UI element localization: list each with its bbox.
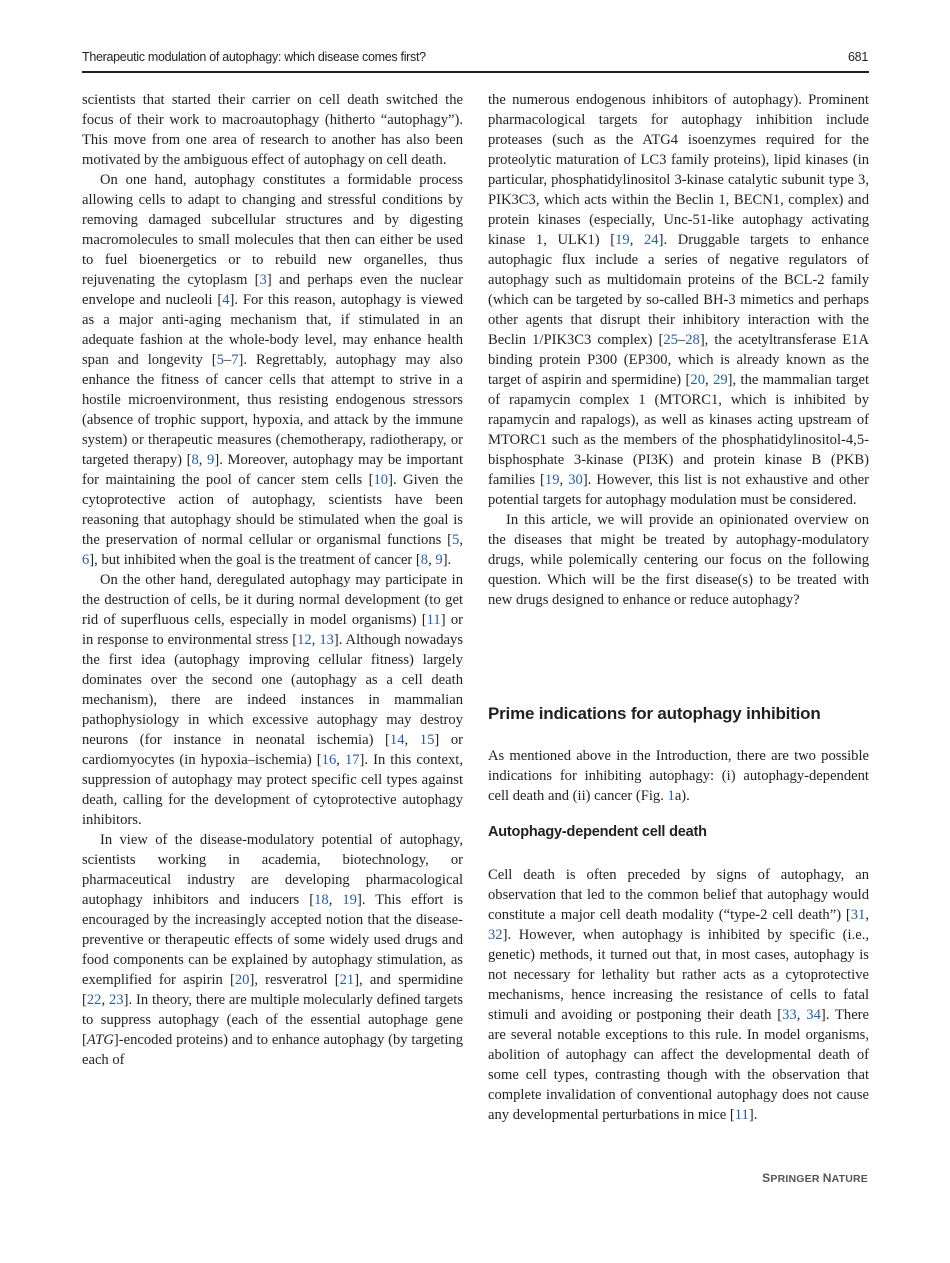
citation-link[interactable]: 29 [713, 372, 728, 388]
citation-link[interactable]: 25 [663, 332, 678, 348]
citation-link[interactable]: 19 [544, 472, 560, 488]
citation-link[interactable]: 30 [568, 472, 583, 488]
citation-link[interactable]: 31 [850, 907, 866, 923]
citation-link[interactable]: 18 [314, 892, 329, 908]
citation-link[interactable]: 12 [297, 632, 312, 648]
paragraph: In this article, we will provide an opinionated overview on the diseases that might be treated by autophagy-modulatory drugs, while polemically centering our focus on the following question. Which will be the first disease(s) to be treated with new drugs designed to enhance or reduce autophagy? [488, 512, 869, 608]
paragraph: Cell death is often preceded by signs of autophagy, an observation that led to the common belief that autophagy would constitute a major cell death modality (“type-2 cell death”) [31, 32]. However, when autophagy is inhibited by specific (i.e., genetic) methods, it turned out that, in most cases, autophagy is not necessary for lethality but rather acts as a cytoprotective mechanisms, hence increasing the resistance of cells to fatal stimuli and avoiding or postponing their death [33, 34]. There are several notable exceptions to this rule. In model organisms, abolition of autophagy can affect the developmental death of some cell types, contrasting though with the observation that complete invalidation of conventional autophagy does not cause any developmental perturbations in mice [11]. [488, 867, 870, 1123]
citation-link[interactable]: 20 [690, 372, 706, 388]
citation-link[interactable]: 8 [420, 552, 429, 568]
section-heading: Prime indications for autophagy inhibition [488, 704, 821, 723]
subsection-heading: Autophagy-dependent cell death [488, 824, 707, 840]
paragraph: scientists that started their carrier on cell death switched the focus of their work to macroautophagy (hitherto “autophagy”). This move from one area of research to another has also been motivated by the ambiguous effect of autophagy on cell death. [82, 92, 463, 168]
citation-link[interactable]: 9 [435, 552, 443, 568]
citation-link[interactable]: 24 [644, 232, 659, 248]
citation-link[interactable]: 19 [342, 892, 357, 908]
citation-link[interactable]: 5 [216, 352, 224, 368]
citation-link[interactable]: 15 [419, 732, 435, 748]
citation-link[interactable]: 11 [734, 1107, 749, 1123]
citation-link[interactable]: 13 [319, 632, 334, 648]
citation-link[interactable]: 28 [685, 332, 700, 348]
citation-link[interactable]: 5 [452, 532, 460, 548]
citation-link[interactable]: 6 [82, 552, 90, 568]
citation-link[interactable]: 3 [259, 272, 267, 288]
citation-link[interactable]: 33 [782, 1007, 797, 1023]
figure-link[interactable]: 1 [667, 788, 675, 804]
header-rule [82, 71, 869, 73]
left-column [82, 90, 463, 1070]
running-title: Therapeutic modulation of autophagy: which disease comes first? [82, 50, 426, 64]
section-body [488, 746, 869, 806]
citation-link[interactable]: 4 [222, 292, 230, 308]
citation-link[interactable]: 9 [207, 452, 215, 468]
citation-link[interactable]: 23 [109, 992, 124, 1008]
citation-link[interactable]: 17 [344, 752, 360, 768]
citation-link[interactable]: 16 [321, 752, 337, 768]
citation-link[interactable]: 19 [615, 232, 630, 248]
citation-link[interactable]: 14 [389, 732, 405, 748]
paragraph: On the other hand, deregulated autophagy may participate in the destruction of cells, be it during normal development (to get rid of superfluous cells, especially in model organisms) [11] or in response to environmental stress [12, 13]. Although nowadays the first idea (autophagy improving cellular fitness) largely dominates over the second one (autophagy as a cell death mechanism), there are indeed instances in mammalian pathophysiology in which excessive autophagy may destroy neurons (for instance in neonatal ischemia) [14, 15] or cardiomyocytes (in hypoxia–ischemia) [16, 17]. In this context, suppression of autophagy may protect specific cell types against death, calling for the development of cytoprotective autophagy inhibitors. [82, 572, 464, 828]
citation-link[interactable]: 8 [191, 452, 199, 468]
citation-link[interactable]: 34 [806, 1007, 821, 1023]
citation-link[interactable]: 22 [86, 992, 102, 1008]
page-number: 681 [848, 50, 868, 64]
springer-nature-logo: SPRINGER NATURE [762, 1171, 868, 1185]
citation-link[interactable]: 32 [488, 927, 503, 943]
citation-link[interactable]: 21 [339, 972, 355, 988]
citation-link[interactable]: 10 [373, 472, 389, 488]
right-column [488, 90, 869, 610]
paragraph: On one hand, autophagy constitutes a formidable process allowing cells to adapt to changing and stressful conditions by removing damaged subcellular structures and by digesting macromolecules to small molecules that then can either be used to fuel bioenergetics or to rebuild new organelles, thus rejuvenating the cytoplasm [3] and perhaps even the nuclear envelope and nucleoli [4]. For this reason, autophagy is viewed as a major anti-aging mechanism that, if stimulated in an adequate fashion at the whole-body level, may enhance health span and longevity [5–7]. Regrettably, autophagy may also enhance the fitness of cancer cells that attempt to strive in a hostile microenvironment, thus resisting endogenous stressors (absence of trophic support, hypoxia, and attack by the immune system) or therapeutic measures (chemotherapy, radiotherapy, or targeted therapy) [8, 9]. Moreover, autophagy may be important for maintaining the pool of cancer stem cells [10]. Given the cytoprotective action of autophagy, scientists have been reasoning that autophagy should be stimulated when the goal is the preservation of normal cellular or organismal functions [5, 6], but inhibited when the goal is the treatment of cancer [8, 9]. [82, 172, 464, 568]
paragraph: As mentioned above in the Introduction, there are two possible indications for inhibiting autophagy: (i) autophagy-dependent cell death and (ii) cancer (Fig. 1a). [488, 748, 869, 804]
paragraph: In view of the disease-modulatory potential of autophagy, scientists working in academia, biotechnology, or pharmaceutical industry are developing pharmacological autophagy inhibitors and inducers [18, 19]. This effort is encouraged by the increasingly accepted notion that the disease-preventive or therapeutic effects of some widely used drugs and food components can be explained by autophagy stimulation, as exemplified for aspirin [20], resveratrol [21], and spermidine [22, 23]. In theory, there are multiple molecularly defined targets to suppress autophagy (each of the essential autophage gene [ATG]-encoded proteins) and to enhance autophagy (by targeting each of [82, 832, 464, 1068]
paragraph: the numerous endogenous inhibitors of autophagy). Prominent pharmacological targets for autophagy inhibition include proteases (such as the ATG4 isoenzymes required for the proteolytic maturation of LC3 family proteins), lipid kinases (in particular, phosphatidylinositol 3-kinase catalytic subunit type 3, PIK3C3, which acts within the Beclin 1, BECN1, complex) and protein kinases (especially, Unc-51-like autophagy activating kinase 1, ULK1) [19, 24]. Druggable targets to enhance autophagic flux include a series of negative regulators of autophagy such as multidomain proteins of the BCL-2 family (which can be targeted by so-called BH-3 mimetics and perhaps other agents that disrupt their inhibitory interaction with the Beclin 1/PIK3C3 complex) [25–28], the acetyltransferase E1A binding protein P300 (EP300, which is already known as the target of aspirin and spermidine) [20, 29], the mammalian target of rapamycin complex 1 (MTORC1, which is inhibited by rapamycin and rapalogs), as well as kinases acting upstream of MTORC1 such as the members of the phosphatidylinositol-4,5-bisphosphate 3-kinase (PI3K) and protein kinase B (PKB) families [19, 30]. However, this list is not exhaustive and other potential targets for autophagy modulation must be considered. [488, 92, 870, 508]
citation-link[interactable]: 11 [426, 612, 441, 628]
citation-link[interactable]: 7 [231, 352, 239, 368]
subsection-body [488, 865, 869, 1125]
citation-link[interactable]: 20 [234, 972, 250, 988]
